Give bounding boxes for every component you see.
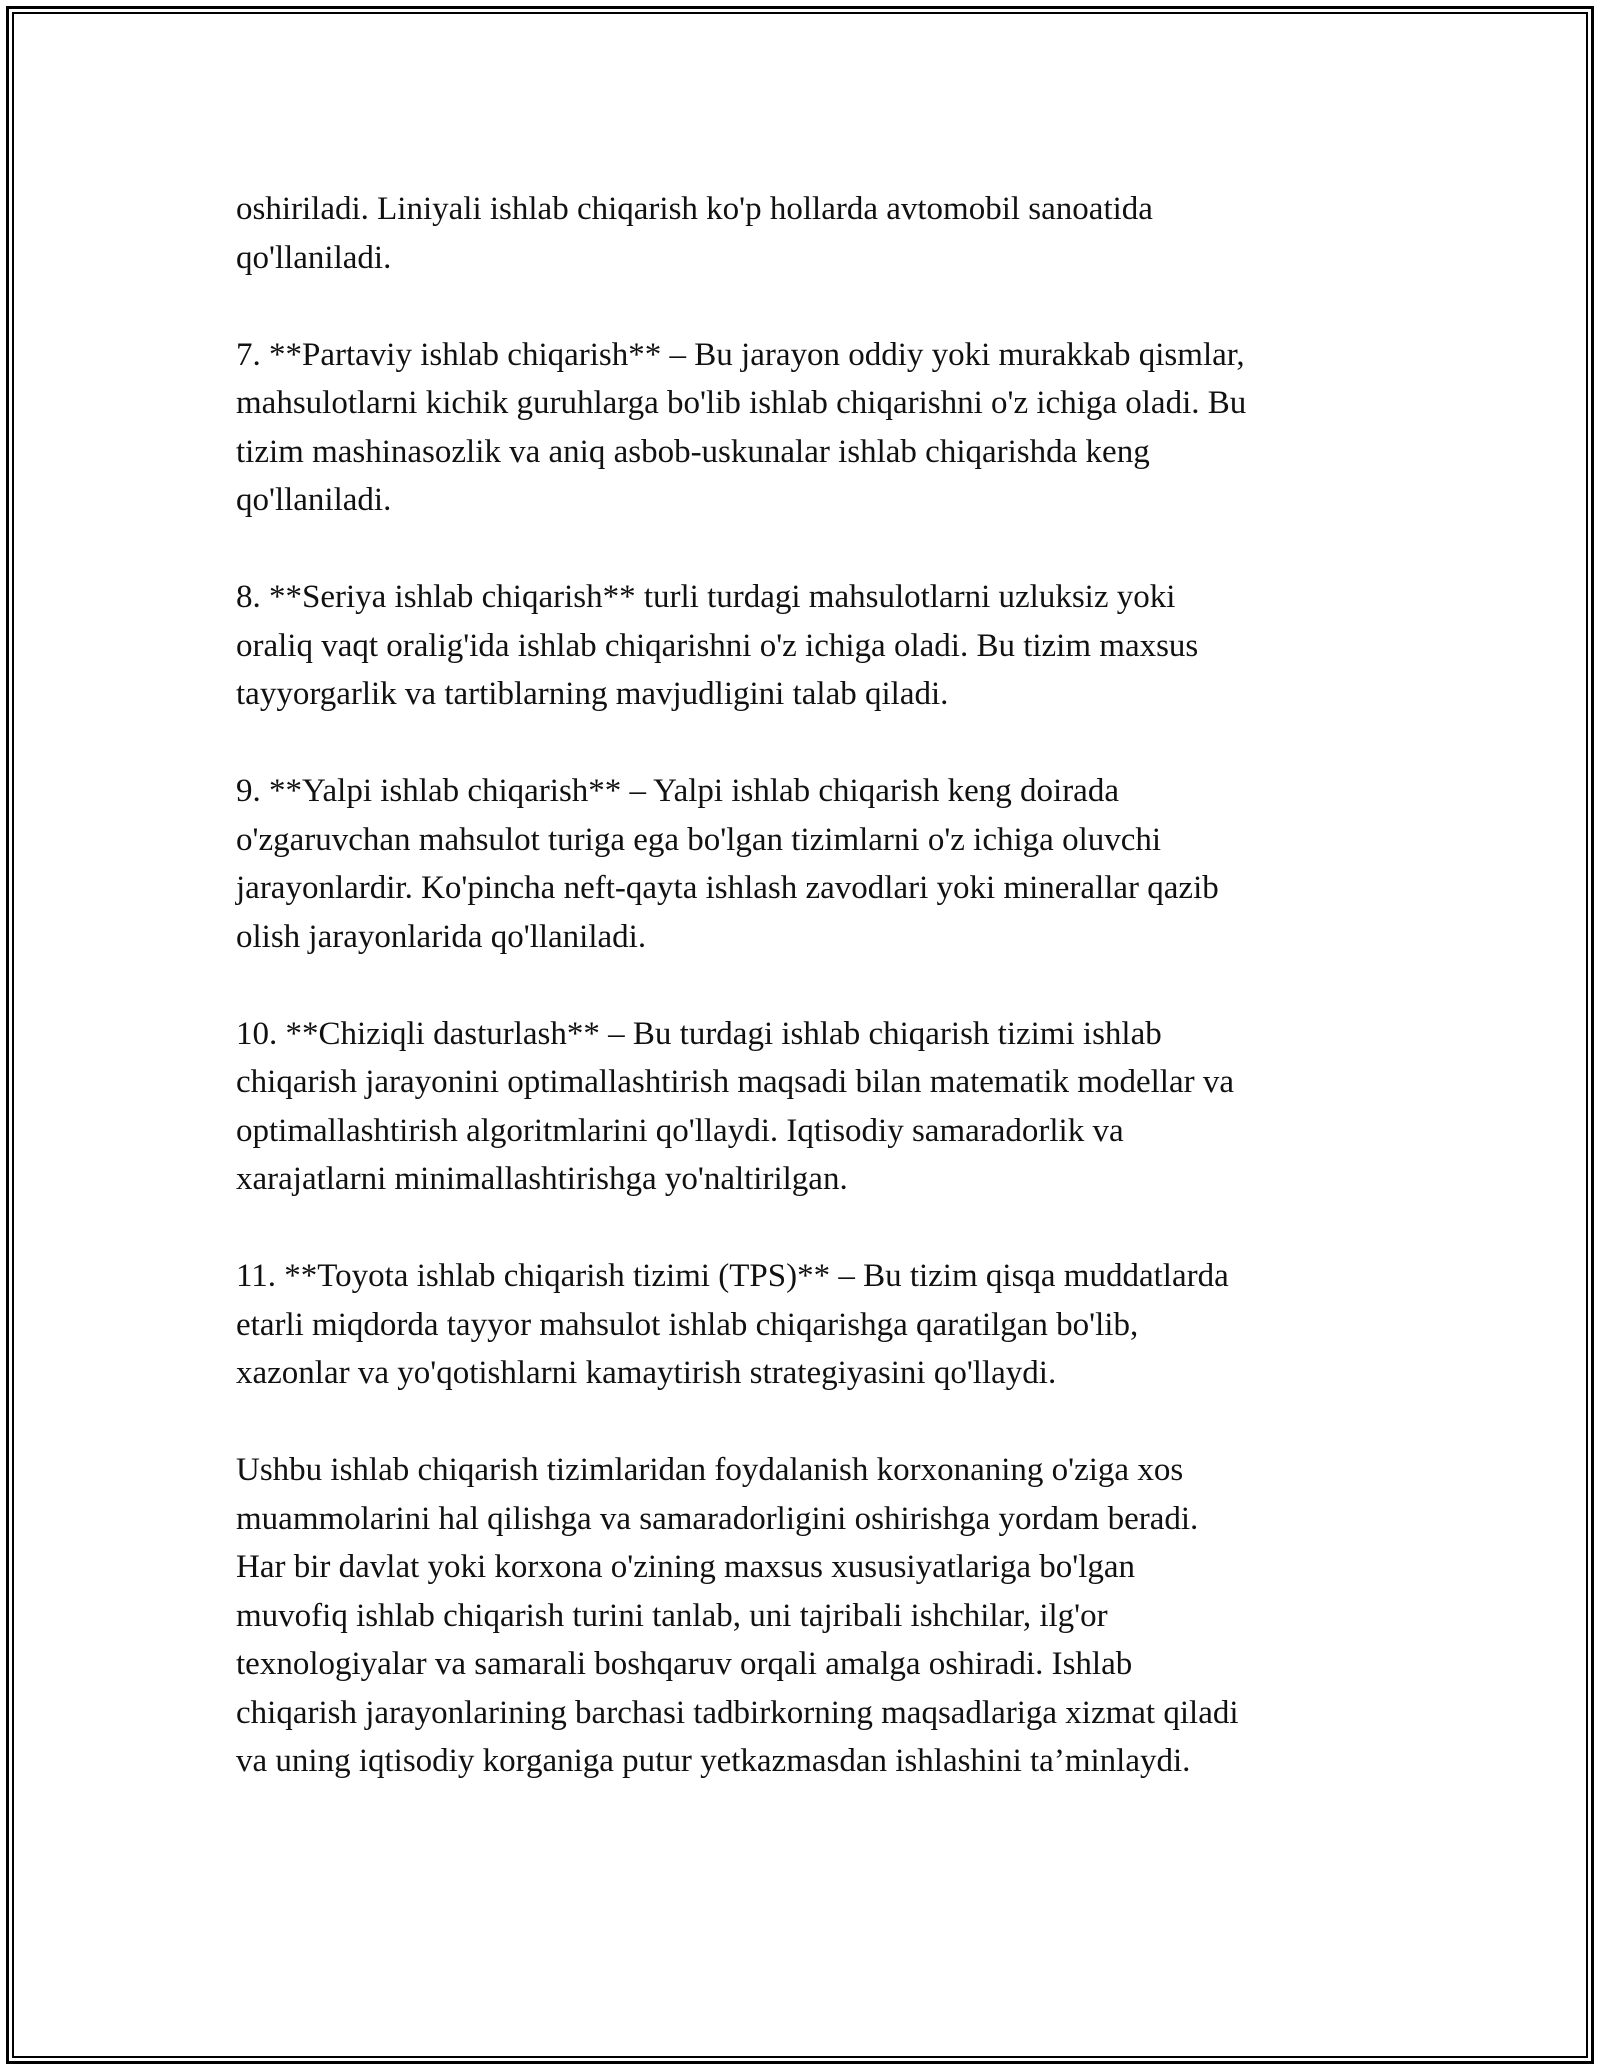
- paragraph-item-10: 10. **Chiziqli dasturlash** – Bu turdagi ishlab chiqarish tizimi ishlab chiqarish jarayonini optimallashtirish maqsadi bilan matematik modellar va optimallashtirish algoritmlarini qo'llaydi. Iqtisodiy samaradorlik va xarajatlarni minimallashtirishga yo'naltirilgan.: [236, 1015, 1234, 1197]
- paragraph-item-9: 9. **Yalpi ishlab chiqarish** – Yalpi ishlab chiqarish keng doirada o'zgaruvchan mahsulot turiga ega bo'lgan tizimlarni o'z ichiga oluvchi jarayonlardir. Ko'pincha neft-qayta ishlash zavodlari yoki minerallar qazib olish jarayonlarida qo'llaniladi.: [236, 773, 1219, 955]
- paragraph-item-8: 8. **Seriya ishlab chiqarish** turli turdagi mahsulotlarni uzluksiz yoki oraliq vaqt oralig'ida ishlab chiqarishni o'z ichiga oladi. Bu tizim maxsus tayyorgarlik va tartiblarning mavjudligini talab qiladi.: [236, 579, 1199, 712]
- paragraph-conclusion: Ushbu ishlab chiqarish tizimlaridan foydalanish korxonaning o'ziga xos muammolarini hal qilishga va samaradorligini oshirishga yordam beradi. Har bir davlat yoki korxona o'zining maxsus xususiyatlariga bo'lgan muvofiq ishlab chiqarish turini tanlab, uni tajribali ishchilar, ilg'or texnologiyalar va samarali boshqaruv orqali amalga oshiradi. Ishlab chiqarish jarayonlarining barchasi tadbirkorning maqsadlariga xizmat qiladi va uning iqtisodiy korganiga putur yetkazmasdan ishlashini ta’minlaydi.: [236, 1452, 1239, 1779]
- paragraph-item-7: 7. **Partaviy ishlab chiqarish** – Bu jarayon oddiy yoki murakkab qismlar, mahsulotlarni kichik guruhlarga bo'lib ishlab chiqarishni o'z ichiga oladi. Bu tizim mashinasozlik va aniq asbob-uskunalar ishlab chiqarishda keng qo'llaniladi.: [236, 336, 1247, 518]
- document-body: [236, 185, 1396, 1786]
- paragraph-item-11: 11. **Toyota ishlab chiqarish tizimi (TPS)** – Bu tizim qisqa muddatlarda etarli miqdorda tayyor mahsulot ishlab chiqarishga qaratilgan bo'lib, xazonlar va yo'qotishlarni kamaytirish strategiyasini qo'llaydi.: [236, 1258, 1229, 1391]
- paragraph-continuation: oshiriladi. Liniyali ishlab chiqarish ko'p hollarda avtomobil sanoatida qo'llaniladi.: [236, 191, 1153, 276]
